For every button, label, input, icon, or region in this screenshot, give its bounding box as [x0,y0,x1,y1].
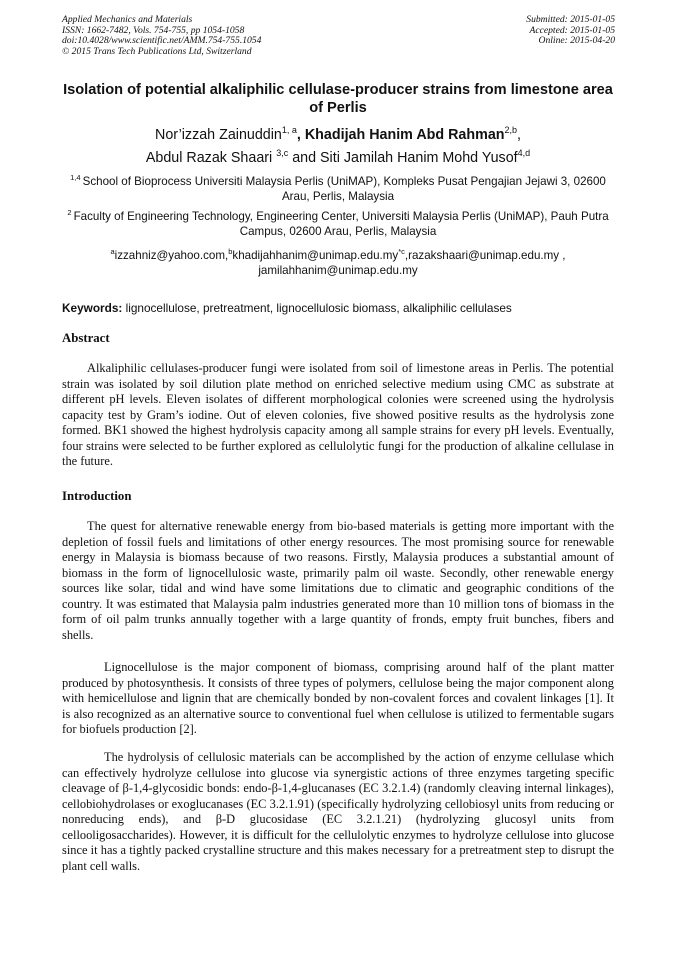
author-1: Nor’izzah Zainuddin [155,127,282,143]
email-c-marker: c [401,247,405,257]
author-emails [62,248,614,278]
affiliation-2-text: Faculty of Engineering Technology, Engineering Center, Universiti Malaysia Perlis (UniMAP), Pauh Putra Campus, 02600 Arau, Perlis, Malaysia [73,210,609,238]
email-b-marker: b [228,247,233,257]
abstract-text: Alkaliphilic cellulases-producer fungi were isolated from soil of limestone areas in Perlis. The potential strain was isolated by soil dilution plate method on enriched selective medium using CMC as substrate at different pH levels. Eleven isolates of different morphological colonies were screened using the hydrolysis capacity test by Gram’s iodine. Out of eleven colonies, five showed positive results as the hydrolysis zone formed. BK1 showed the highest hydrolysis capacity among all sample strains for every pH levels. Eventually, four strains were selected to be further explored as cellulolytic fungi for the production of alkaline cellulase in the future. [62,361,614,468]
affiliation-1-text: School of Bioprocess Universiti Malaysia Perlis (UniMAP), Kompleks Pusat Pengajian Jejawi 3, 02600 Arau, Perlis, Malaysia [82,175,606,203]
email-a[interactable]: izzahniz@yahoo.com, [114,249,229,262]
affiliation-1 [62,174,614,204]
author-line-2 [62,147,614,170]
email-line-2 [62,263,614,278]
journal-header-left [62,15,261,57]
author-1-marker: 1, a [281,125,297,136]
corresponding-marker: * [398,247,402,257]
journal-header-right [526,15,615,47]
keywords-label: Keywords: [62,301,123,315]
introduction-heading: Introduction [62,489,132,503]
email-b[interactable]: khadijahhanim@unimap.edu.my [232,249,399,262]
online-date: Online: 2015-04-20 [538,35,615,47]
abstract-heading: Abstract [62,331,110,345]
author-4-marker: 4,d [517,148,531,159]
journal-name: Applied Mechanics and Materials [62,14,193,25]
keywords [62,301,512,315]
email-line-1 [62,248,614,263]
journal-issn: ISSN: 1662-7482, Vols. 754-755, pp 1054-1058 [62,24,245,36]
author-3-marker: 3,c [276,148,289,159]
journal-doi[interactable]: doi:10.4028/www.scientific.net/AMM.754-755.1054 [62,35,262,47]
email-c[interactable]: ,razakshaari@unimap.edu.my , [404,249,566,262]
author-4: and Siti Jamilah Hanim Mohd Yusof [288,150,518,166]
author-list [62,124,614,170]
keywords-text: lignocellulose, pretreatment, lignocellulosic biomass, alkaliphilic cellulases [122,301,512,315]
introduction-paragraph-1: The quest for alternative renewable energy from bio-based materials is getting more important with the depletion of fossil fuels and limitations of other energy resources. The most promising source for renewable energy in Malaysia is biomass because of two reasons. Firstly, Malaysia produces a substantial amount of biomass in the form of lignocellulosic waste, primarily palm oil waste. Secondly, other renewable energy sources like solar, tidal and wind have some limitations due to climatic and geographic conditions of the country. It was estimated that Malaysia palm industries generated more than 10 million tons of biomass in the form of oil palm trunks annually together with a large quantity of fronds, empty fruit bunches, fibers and shells. [62,519,614,642]
journal-copyright: © 2015 Trans Tech Publications Ltd, Switzerland [62,45,252,57]
submitted-date: Submitted: 2015-01-05 [526,14,615,25]
author-2-marker: 2,b [504,125,518,136]
author-line-1 [62,124,614,147]
author-separator: , [517,127,521,143]
accepted-date: Accepted: 2015-01-05 [529,24,615,36]
email-a-marker: a [110,247,115,257]
author-3: Abdul Razak Shaari [145,150,277,166]
affiliation-1-marker: 1,4 [70,173,83,183]
affiliation-2 [62,209,614,239]
introduction-paragraph-2: Lignocellulose is the major component of biomass, comprising around half of the plant matter produced by photosynthesis. It consists of three types of polymers, cellulose being the major component along with hemicellulose and lignin that are chemically bonded by non-covalent forces and covalent linkages [1]. It is also recognized as an alternative source to conventional fuel when cellulose is utilized to fermentable sugars for biofuels production [2]. [62,660,614,736]
paper-title: Isolation of potential alkaliphilic cellulase-producer strains from limestone area of Perlis [63,82,613,116]
author-2: , Khadijah Hanim Abd Rahman [296,127,505,143]
email-d[interactable]: jamilahhanim@unimap.edu.my [258,264,418,277]
affiliation-2-marker: 2 [67,208,74,218]
introduction-paragraph-3: The hydrolysis of cellulosic materials can be accomplished by the action of enzyme cellulase which can effectively hydrolyze cellulose into glucose via synergistic actions of three enzymes targeting specific cleavage of β-1,4-glycosidic bonds: endo-β-1,4-glucanases (EC 3.2.1.4) (randomly cleaving internal linkages), cellobiohydrolases or exoglucanases (EC 3.2.1.91) (specifically hydrolyzing cellobiosyl units from reducing or nonreducing ends), and β-D glucosidase (EC 3.2.1.21) (hydrolyzing glucosyl units from cellooligosaccharides). However, it is difficult for the cellulolytic enzymes to hydrolyze cellulose into glucose since it has a tightly packed crystalline structure and this makes necessary for a pretreatment step to disrupt the plant cell walls. [62,750,614,873]
